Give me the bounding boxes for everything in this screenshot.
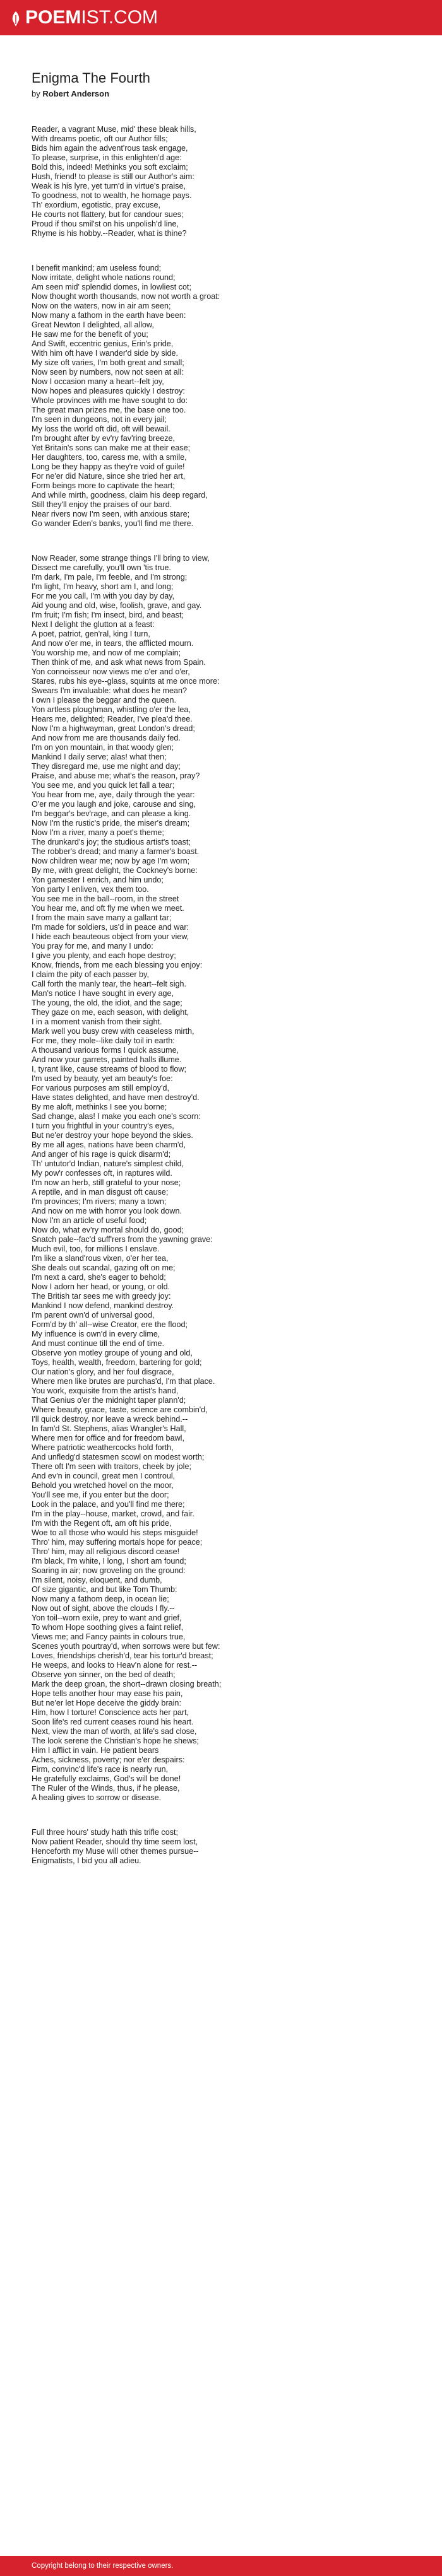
logo-text-bold: POEM [25,7,81,28]
site-logo[interactable] [11,7,158,28]
stanza-3: Now Reader, some strange things I'll bring to view, Dissect me carefully, you'll own 'tis true. I'm dark, I'm pale, I'm feeble, and I'm strong; I'm light, I'm heavy, short am I, and long; For me you call, I'm with you day by day, Aid young and old, wise, foolish, grave, and gay. I'm fruit; I'm fish; I'm insect, bird, and beast; Next I delight the glutton at a feast: A poet, patriot, gen'ral, king I turn, And now o'er me, in tears, the afflicted mourn. You worship me, and now of me complain; Then think of me, and ask what news from Spain. Yon connoisseur now views me o'er and o'er, Stares, rubs his eye--glass, squints at me once more: Swears I'm invaluable: what does he mean? I own I please the beggar and the queen. Yon artless ploughman, whistling o'er the lea, Hears me, delighted; Reader, I've plea'd thee. Now I'm a highwayman, great London's dread; And now from me are thousands daily fed. I'm on yon mountain, in that woody glen; Mankind I daily serve; alas! what then; They disregard me, use me night and day; Praise, and abuse me; what's the reason, pray? You see me, and you quick let fall a tear; You hear from me, aye, daily through the year: O'er me you laugh and joke, carouse and sing, I'm beggar's bev'rage, and can please a king. Now I'm the rustic's pride, the miser's dream; Now I'm a river, many a poet's theme; The drunkard's joy; the studious artist's toast; The robber's dread; and many a farmer's boast. Now children wear me; now by age I'm worn; By me, with great delight, the Cockney's borne: Yon gamester I enrich, and him undo; Yon party I enliven, vex them too. You see me in the ball--room, in the street You hear me, and oft fly me when we meet. I from the main save many a gallant tar; I'm made for soldiers, us'd in peace and war: I hide each beauteous object from your view, You pray for me, and many I undo: I give you plenty, and each hope destroy; Know, friends, from me each blessing you enjoy: I claim the pity of each passer by, Call forth the manly tear, the heart--felt sigh. Man's notice I have sought in every age, The young, the old, the idiot, and the sage; They gaze on me, each season, with delight, I in a moment vanish from their sight. Mark well you busy crew with ceaseless mirth, For me, they mole--like daily toil in earth: A thousand various forms I quick assume, And now your garrets, painted halls illume. I, tyrant like, cause streams of blood to flow; I'm used by beauty, yet am beauty's foe: For various purposes am still employ'd, Have states delighted, and have men destroy'd. By me aloft, methinks I see you borne; Sad change, alas! I make you each one's scorn: I turn you frightful in your country's eyes, But ne'er destroy your hope beyond the skies. By me all ages, nations have been charm'd, And anger of his rage is quick disarm'd; Th' untutor'd Indian, nature's simplest child, My pow'r confesses oft, in raptures wild. I'm now an herb, still grateful to your nose; A reptile, and in man disgust oft cause; I'm provinces; I'm rivers; many a town; And now on me with horror you look down. Now I'm an article of useful food; Now do, what ev'ry mortal should do, good; Snatch pale--fac'd suff'rers from the yawning grave: Much evil, too, for millions I enslave. I'm like a sland'rous vixen, o'er her tea, She deals out scandal, gazing oft on me; I'm next a card, she's eager to behold; Now I adorn her head, or young, or old. The British tar sees me with greedy joy: Mankind I now defend, mankind destroy. I'm parent own'd of universal good, Form'd by th' all--wise Creator, ere the flood; My influence is own'd in every clime, And must continue till the end of time. Observe yon motley groupe of young and old, Toys, health, wealth, freedom, bartering for gold; Our nation's glory, and her foul disgrace, Where men like brutes are purchas'd, I'm that place. You work, exquisite from the artist's hand, That Genius o'er the midnight taper plann'd; Where beauty, grace, taste, science are combin'd, I'll quick destroy, nor leave a wreck behind.-- In fam'd St. Stephens, alias Wrangler's Hall, Where men for office and for freedom bawl, Where patriotic weathercocks hold forth, And unfledg'd statesmen scowl on modest worth; There oft I'm seen with traitors, cheek by jole; And ev'n in council, great men I controul, Behold you wretched hovel on the moor, You'll see me, if you enter but the door; Look in the palace, and you'll find me there; I'm in the play--house, market, crowd, and fair. I'm with the Regent oft, am oft his pride, Woe to all those who would his steps misguide! Thro' him, may suffering mortals hope for peace; Thro' him, may all religious discord cease! I'm black, I'm white, I long, I short am found; Soaring in air; now groveling on the ground: I'm silent, noisy, eloquent, and dumb, Of size gigantic, and but like Tom Thumb: Now many a fathom deep, in ocean lie; Now out of sight, above the clouds I fly.-- Yon toil--worn exile, prey to want and grief, To whom Hope soothing gives a faint relief, Views me; and Fancy paints in colours true, Scenes youth pourtray'd, when sorrows were but few: Loves, friendships cherish'd, tear his tortur'd breast; He weeps, and looks to Heav'n alone for rest.-- Observe yon sinner, on the bed of death; Mark the deep groan, the short--drawn closing breath; Hope tells another hour may ease his pain, But ne'er let Hope deceive the giddy brain: Him, how I torture! Conscience acts her part, Soon life's red current ceases round his heart. Next, view the man of worth, at life's sad close, The look serene the Christian's hope he shews; Him I afflict in vain. He patient bears Aches, sickness, poverty; nor e'er despairs: Firm, convinc'd life's race is nearly run, He gratefully exclaims, God's will be done! The Ruler of the Winds, thus, if he please, A healing gives to sorrow or disease. [32,554,222,1802]
copyright-text: Copyright belong to their respective owners. [32,2562,174,2570]
poem-title: Enigma The Fourth [32,70,150,86]
stanza-1: Reader, a vagrant Muse, mid' these bleak hills, With dreams poetic, oft our Author fills; Bids him again the advent'rous task engage, To please, surprise, in this enlighten'd age: Bold this, indeed! Methinks you soft exclaim; Hush, friend! to please is still our Author's aim: Weak is his lyre, yet turn'd in virtue's praise, To goodness, not to wealth, he homage pays. Th' exordium, egotistic, pray excuse, He courts not flattery, but for candour sues; Proud if thou smil'st on his unpolish'd line, Rhyme is his hobby.--Reader, what is thine? [32,125,196,238]
stanza-4: Full three hours' study hath this trifle cost; Now patient Reader, should thy time seem lost, Henceforth my Muse will other themes pursue-- Enigmatists, I bid you all adieu. [32,1828,199,1865]
site-header [0,0,442,35]
by-label: by [32,89,40,98]
author-link[interactable]: Robert Anderson [42,89,110,98]
stanza-2: I benefit mankind; am useless found; Now irritate, delight whole nations round; Am seen mid' splendid domes, in lowliest cot; Now thought worth thousands, now not worth a groat: Now on the waters, now in air am seen; Now many a fathom in the earth have been: Great Newton I delighted, all allow, He saw me for the benefit of you; And Swift, eccentric genius, Erin's pride, With him oft have I wander'd side by side. My size oft varies, I'm both great and small; Now seen by numbers, now not seen at all: Now I occasion many a heart--felt joy, Now hopes and pleasures quickly I destroy: Whole provinces with me have sought to do: The great man prizes me, the base one too. I'm seen in dungeons, not in every jail; My loss the world oft did, oft will bewail. I'm brought after by ev'ry fav'ring breeze, Yet Britain's sons can make me at their ease; Her daughters, too, caress me, with a smile, Long be they happy as they're void of guile! For ne'er did Nature, since she tried her art, Form beings more to captivate the heart; And while mirth, goodness, claim his deep regard, Still they'll enjoy the praises of our bard. Near rivers now I'm seen, with anxious stare; Go wander Eden's banks, you'll find me there. [32,264,220,528]
logo-text-light: IST.COM [81,7,158,28]
byline [32,88,410,100]
site-footer [0,2556,442,2576]
poem-article [32,69,410,1866]
quill-pen-icon [11,10,20,25]
